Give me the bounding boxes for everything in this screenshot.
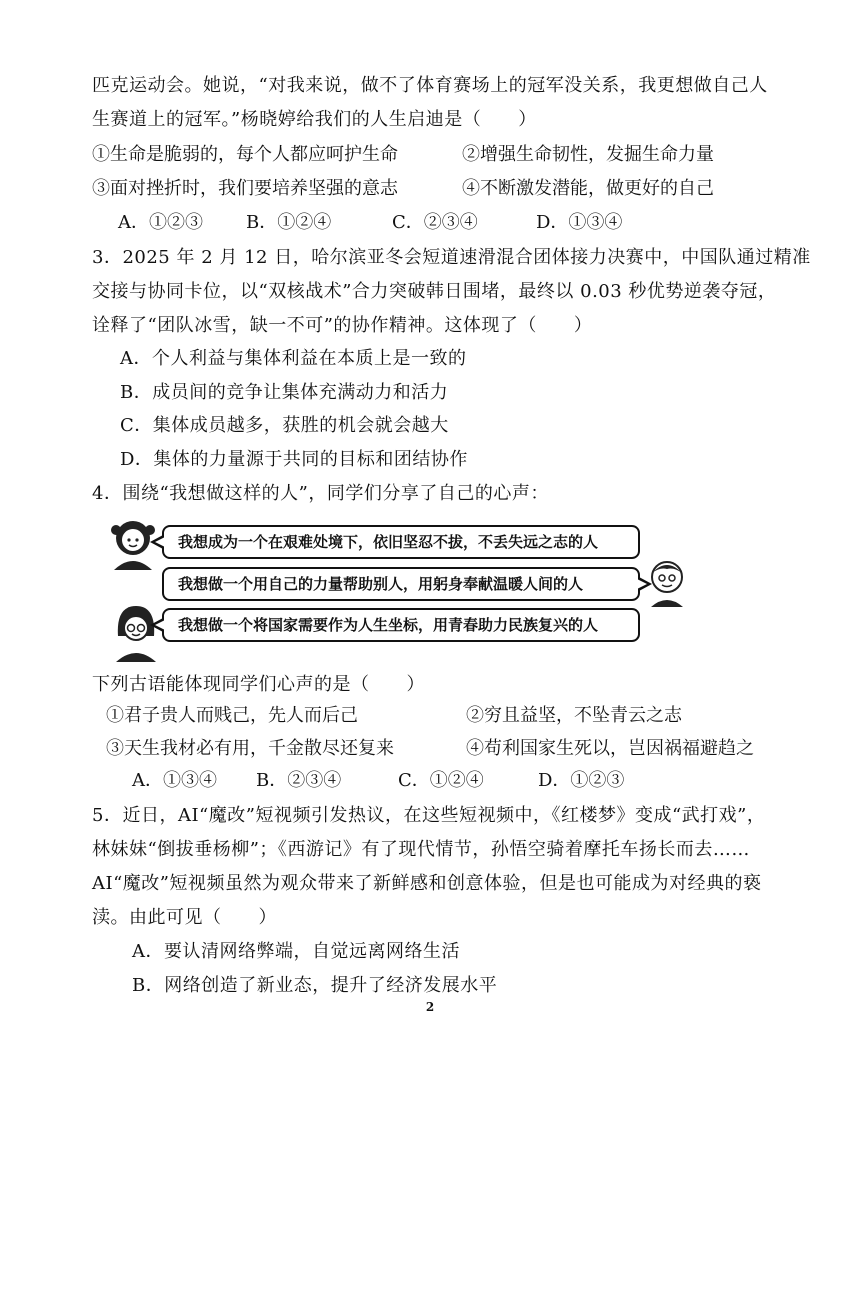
page-number: 2: [425, 1000, 435, 1014]
q3-line-3: 诠释了“团队冰雪，缺一不可”的协作精神。这体现了（ ）: [92, 315, 593, 336]
q2-line-1: 匹克运动会。她说，“对我来说，做不了体育赛场上的冠军没关系，我更想做自己人: [92, 75, 768, 96]
q4-option-b[interactable]: B．②③④: [256, 770, 342, 791]
q4-stem: 4．围绕“我想做这样的人”，同学们分享了自己的心声：: [92, 483, 549, 504]
q4-statement-1: ①君子贵人而贱己，先人而后己: [106, 705, 358, 726]
q2-statement-1: ①生命是脆弱的，每个人都应呵护生命: [92, 144, 398, 165]
q5-option-b[interactable]: B．网络创造了新业态，提升了经济发展水平: [132, 975, 498, 996]
q4-statement-2: ②穷且益坚，不坠青云之志: [466, 705, 682, 726]
q2-option-a[interactable]: A．①②③: [118, 212, 203, 233]
q3-option-d[interactable]: D．集体的力量源于共同的目标和团结协作: [120, 449, 468, 470]
q4-statement-4: ④苟利国家生死以，岂因祸福避趋之: [466, 738, 754, 759]
speech-bubble-1: 我想成为一个在艰难处境下，依旧坚忍不拔，不丢失远之志的人: [162, 525, 640, 559]
q2-statement-2: ②增强生命韧性，发掘生命力量: [462, 144, 714, 165]
q3-option-a[interactable]: A．个人利益与集体利益在本质上是一致的: [120, 348, 467, 369]
q3-option-b[interactable]: B．成员间的竞争让集体充满动力和活力: [120, 382, 449, 403]
q4-statement-3: ③天生我材必有用，千金散尽还复来: [106, 738, 394, 759]
q4-option-d[interactable]: D．①②③: [538, 770, 625, 791]
q3-line-1: 3．2025 年 2 月 12 日，哈尔滨亚冬会短道速滑混合团体接力决赛中，中国队通过精准: [92, 247, 811, 268]
q3-option-c[interactable]: C．集体成员越多，获胜的机会就会越大: [120, 415, 449, 436]
q5-line-2: 林妹妹“倒拔垂杨柳”；《西游记》有了现代情节，孙悟空骑着摩托车扬长而去……: [92, 839, 750, 860]
q4-option-a[interactable]: A．①③④: [132, 770, 217, 791]
q5-line-3: AI“魔改”短视频虽然为观众带来了新鲜感和创意体验，但是也可能成为对经典的亵: [92, 873, 762, 894]
q2-line-2: 生赛道上的冠军。”杨晓婷给我们的人生启迪是（ ）: [92, 109, 537, 130]
q2-option-c[interactable]: C．②③④: [392, 212, 478, 233]
q2-statement-3: ③面对挫折时，我们要培养坚强的意志: [92, 178, 398, 199]
q5-option-a[interactable]: A．要认清网络弊端，自觉远离网络生活: [132, 941, 460, 962]
q2-option-d[interactable]: D．①③④: [536, 212, 623, 233]
q4-option-c[interactable]: C．①②④: [398, 770, 484, 791]
q5-line-1: 5．近日，AI“魔改”短视频引发热议，在这些短视频中，《红楼梦》变成“武打戏”，: [92, 805, 766, 826]
speech-bubble-3: 我想做一个将国家需要作为人生坐标，用青春助力民族复兴的人: [162, 608, 640, 642]
q2-statement-4: ④不断激发潜能，做更好的自己: [462, 178, 714, 199]
speech-bubble-2: 我想做一个用自己的力量帮助别人，用躬身奉献温暖人间的人: [162, 567, 640, 601]
q4-question: 下列古语能体现同学们心声的是（ ）: [92, 674, 425, 695]
q3-line-2: 交接与协同卡位，以“双核战术”合力突破韩日围堵，最终以 0.03 秒优势逆袭夺冠，: [92, 281, 777, 302]
q2-option-b[interactable]: B．①②④: [246, 212, 332, 233]
q5-line-4: 渎。由此可见（ ）: [92, 907, 277, 928]
